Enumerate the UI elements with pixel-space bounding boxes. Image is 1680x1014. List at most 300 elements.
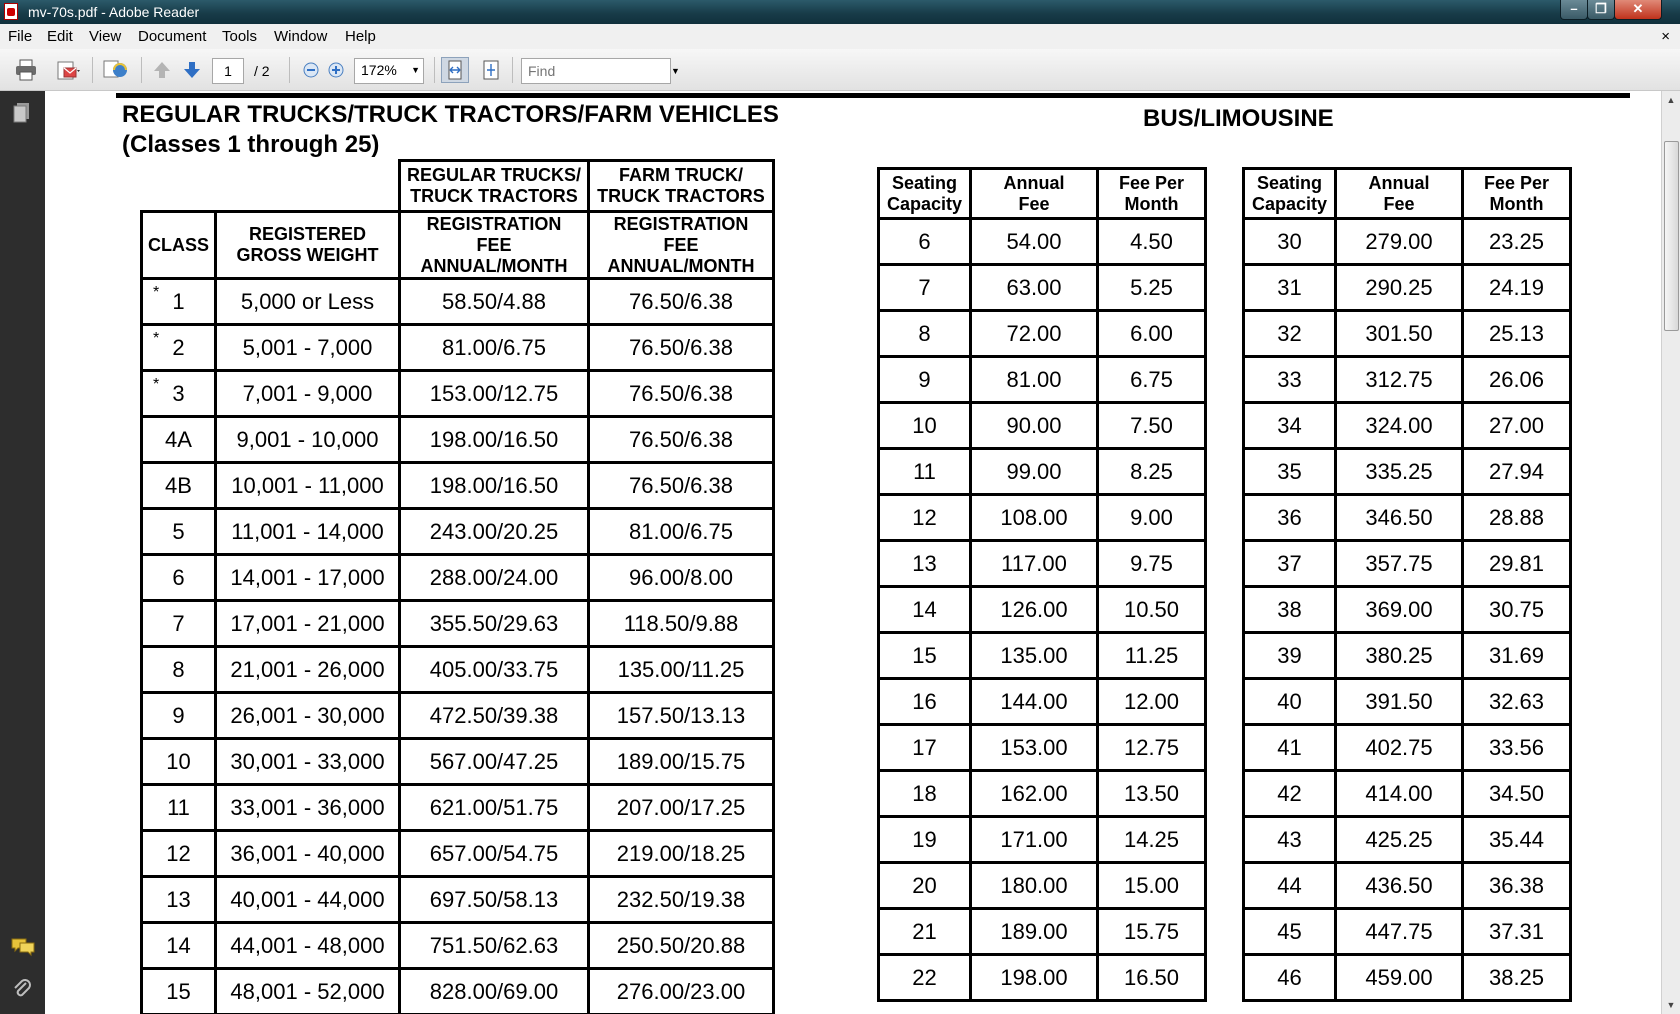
annual-fee-cell: 301.50 bbox=[1336, 311, 1463, 357]
seating-capacity-cell: 33 bbox=[1244, 357, 1336, 403]
farm-fee-cell: 76.50/6.38 bbox=[589, 463, 774, 509]
table-row bbox=[1244, 955, 1571, 1001]
annual-fee-cell: 436.50 bbox=[1336, 863, 1463, 909]
vertical-scrollbar[interactable] bbox=[1661, 91, 1680, 1014]
class-value: 14 bbox=[166, 932, 191, 958]
table-row bbox=[879, 449, 1206, 495]
fee-per-month-cell: 4.50 bbox=[1098, 219, 1206, 265]
truck-section-subtitle: (Classes 1 through 25) bbox=[122, 131, 380, 158]
annual-fee-cell: 380.25 bbox=[1336, 633, 1463, 679]
weight-cell: 17,001 - 21,000 bbox=[216, 601, 400, 647]
regular-fee-cell: 405.00/33.75 bbox=[400, 647, 589, 693]
annual-fee-cell: 72.00 bbox=[971, 311, 1098, 357]
table-row bbox=[142, 555, 774, 601]
table-row bbox=[142, 831, 774, 877]
table-row bbox=[142, 969, 774, 1014]
annual-fee-cell: 117.00 bbox=[971, 541, 1098, 587]
seating-capacity-cell: 10 bbox=[879, 403, 971, 449]
class-value: 8 bbox=[172, 656, 185, 682]
print-button[interactable] bbox=[12, 57, 40, 83]
table-row bbox=[1244, 311, 1571, 357]
annual-fee-cell: 144.00 bbox=[971, 679, 1098, 725]
seating-capacity-cell: 16 bbox=[879, 679, 971, 725]
zoom-out-button[interactable] bbox=[300, 57, 322, 83]
table-row bbox=[1244, 909, 1571, 955]
annual-fee-cell: 63.00 bbox=[971, 265, 1098, 311]
next-page-icon bbox=[182, 60, 202, 80]
attachments-icon bbox=[11, 977, 33, 1001]
truck-section-title: REGULAR TRUCKS/TRUCK TRACTORS/FARM VEHICLES bbox=[122, 101, 779, 128]
weight-cell: 9,001 - 10,000 bbox=[216, 417, 400, 463]
seating-capacity-cell: 17 bbox=[879, 725, 971, 771]
farm-fee-cell: 96.00/8.00 bbox=[589, 555, 774, 601]
table-row bbox=[879, 863, 1206, 909]
close-document-button[interactable]: × bbox=[1661, 28, 1670, 45]
seating-capacity-cell: 36 bbox=[1244, 495, 1336, 541]
regular-fee-cell: 567.00/47.25 bbox=[400, 739, 589, 785]
seating-capacity-cell: 20 bbox=[879, 863, 971, 909]
seating-capacity-cell: 44 bbox=[1244, 863, 1336, 909]
page-number-input[interactable] bbox=[212, 58, 244, 84]
bus-fee-table-left bbox=[877, 167, 1207, 1002]
weight-cell: 33,001 - 36,000 bbox=[216, 785, 400, 831]
fee-per-month-cell: 24.19 bbox=[1463, 265, 1571, 311]
table-row bbox=[142, 371, 774, 417]
class-value: 1 bbox=[172, 288, 185, 314]
table-header-blank bbox=[142, 161, 400, 212]
fee-per-month-cell: 13.50 bbox=[1098, 771, 1206, 817]
seating-capacity-cell: 37 bbox=[1244, 541, 1336, 587]
table-row bbox=[879, 587, 1206, 633]
farm-fee-cell: 118.50/9.88 bbox=[589, 601, 774, 647]
class-cell bbox=[142, 785, 216, 831]
regular-fee-cell: 751.50/62.63 bbox=[400, 923, 589, 969]
farm-truck-group-header: FARM TRUCK/ TRUCK TRACTORS bbox=[589, 161, 774, 212]
class-value: 6 bbox=[172, 564, 185, 590]
class-value: 9 bbox=[172, 702, 185, 728]
annual-fee-cell: 126.00 bbox=[971, 587, 1098, 633]
fee-per-month-cell: 10.50 bbox=[1098, 587, 1206, 633]
table-row bbox=[142, 693, 774, 739]
table-row bbox=[142, 601, 774, 647]
weight-cell: 26,001 - 30,000 bbox=[216, 693, 400, 739]
fee-per-month-cell: 9.00 bbox=[1098, 495, 1206, 541]
weight-cell: 10,001 - 11,000 bbox=[216, 463, 400, 509]
annual-fee-cell: 279.00 bbox=[1336, 219, 1463, 265]
table-row bbox=[142, 739, 774, 785]
maximize-button[interactable]: ❐ bbox=[1587, 0, 1615, 20]
seating-capacity-cell: 38 bbox=[1244, 587, 1336, 633]
class-cell bbox=[142, 371, 216, 417]
regular-fee-cell: 288.00/24.00 bbox=[400, 555, 589, 601]
annual-fee-cell: 391.50 bbox=[1336, 679, 1463, 725]
table-row bbox=[142, 785, 774, 831]
class-column-header: CLASS bbox=[142, 212, 216, 279]
toolbar-separator bbox=[512, 57, 513, 83]
table-row bbox=[142, 279, 774, 325]
table-row bbox=[142, 325, 774, 371]
regular-fee-cell: 621.00/51.75 bbox=[400, 785, 589, 831]
regular-fee-cell: 355.50/29.63 bbox=[400, 601, 589, 647]
bus-section-title: BUS/LIMOUSINE bbox=[1143, 105, 1334, 132]
find-options-chevron-icon[interactable]: ▼ bbox=[671, 66, 680, 76]
table-row bbox=[142, 923, 774, 969]
class-cell bbox=[142, 831, 216, 877]
farm-fee-cell: 250.50/20.88 bbox=[589, 923, 774, 969]
annual-fee-cell: 108.00 bbox=[971, 495, 1098, 541]
seating-capacity-cell: 42 bbox=[1244, 771, 1336, 817]
table-row bbox=[879, 265, 1206, 311]
table-row bbox=[879, 311, 1206, 357]
table-row bbox=[879, 403, 1206, 449]
class-cell bbox=[142, 739, 216, 785]
pdf-file-icon bbox=[4, 3, 18, 20]
class-cell bbox=[142, 555, 216, 601]
table-row bbox=[142, 417, 774, 463]
fee-per-month-cell: 26.06 bbox=[1463, 357, 1571, 403]
farm-fee-cell: 135.00/11.25 bbox=[589, 647, 774, 693]
class-cell bbox=[142, 969, 216, 1014]
table-row bbox=[1244, 541, 1571, 587]
regular-fee-cell: 472.50/39.38 bbox=[400, 693, 589, 739]
table-row bbox=[142, 509, 774, 555]
class-cell bbox=[142, 509, 216, 555]
seating-capacity-cell: 14 bbox=[879, 587, 971, 633]
table-row bbox=[1244, 771, 1571, 817]
weight-cell: 36,001 - 40,000 bbox=[216, 831, 400, 877]
fee-per-month-cell: 12.00 bbox=[1098, 679, 1206, 725]
title-bar bbox=[0, 0, 1680, 24]
fee-per-month-cell: 28.88 bbox=[1463, 495, 1571, 541]
minimize-button[interactable]: – bbox=[1560, 0, 1588, 20]
footnote-star-icon: * bbox=[153, 376, 160, 393]
weight-cell: 7,001 - 9,000 bbox=[216, 371, 400, 417]
zoom-in-icon bbox=[328, 62, 344, 78]
farm-fee-cell: 157.50/13.13 bbox=[589, 693, 774, 739]
seating-capacity-cell: 43 bbox=[1244, 817, 1336, 863]
previous-page-button[interactable] bbox=[149, 57, 175, 83]
regular-fee-cell: 58.50/4.88 bbox=[400, 279, 589, 325]
class-cell bbox=[142, 325, 216, 371]
menu-edit[interactable]: Edit bbox=[47, 28, 73, 45]
weight-cell: 40,001 - 44,000 bbox=[216, 877, 400, 923]
footnote-star-icon: * bbox=[153, 330, 160, 347]
seating-capacity-cell: 35 bbox=[1244, 449, 1336, 495]
annual-fee-cell: 369.00 bbox=[1336, 587, 1463, 633]
truck-fee-table bbox=[140, 159, 775, 1014]
close-window-button[interactable]: ✕ bbox=[1614, 0, 1662, 20]
class-value: 12 bbox=[166, 840, 191, 866]
table-row bbox=[1244, 403, 1571, 449]
fee-per-month-cell: 12.75 bbox=[1098, 725, 1206, 771]
annual-fee-cell: 198.00 bbox=[971, 955, 1098, 1001]
attachments-panel-button[interactable] bbox=[11, 977, 33, 1006]
seating-capacity-cell: 7 bbox=[879, 265, 971, 311]
annual-fee-cell: 54.00 bbox=[971, 219, 1098, 265]
table-row bbox=[1244, 495, 1571, 541]
annual-fee-cell: 335.25 bbox=[1336, 449, 1463, 495]
class-cell bbox=[142, 279, 216, 325]
seating-capacity-cell: 6 bbox=[879, 219, 971, 265]
table-row bbox=[142, 877, 774, 923]
table-row bbox=[879, 541, 1206, 587]
seating-capacity-cell: 13 bbox=[879, 541, 971, 587]
regular-fee-cell: 828.00/69.00 bbox=[400, 969, 589, 1014]
class-value: 4A bbox=[165, 426, 192, 452]
table-row bbox=[1244, 633, 1571, 679]
fee-per-month-cell: 36.38 bbox=[1463, 863, 1571, 909]
table-row bbox=[879, 817, 1206, 863]
farm-fee-cell: 219.00/18.25 bbox=[589, 831, 774, 877]
class-value: 5 bbox=[172, 518, 185, 544]
farm-fee-cell: 276.00/23.00 bbox=[589, 969, 774, 1014]
fee-per-month-cell: 29.81 bbox=[1463, 541, 1571, 587]
table-row bbox=[1244, 817, 1571, 863]
class-value: 3 bbox=[172, 380, 185, 406]
regular-fee-cell: 697.50/58.13 bbox=[400, 877, 589, 923]
farm-fee-cell: 76.50/6.38 bbox=[589, 417, 774, 463]
seating-capacity-cell: 30 bbox=[1244, 219, 1336, 265]
regular-fee-cell: 198.00/16.50 bbox=[400, 417, 589, 463]
fee-per-month-cell: 38.25 bbox=[1463, 955, 1571, 1001]
print-icon bbox=[14, 59, 38, 81]
weight-cell: 30,001 - 33,000 bbox=[216, 739, 400, 785]
seating-capacity-cell: 19 bbox=[879, 817, 971, 863]
weight-cell: 11,001 - 14,000 bbox=[216, 509, 400, 555]
fee-per-month-cell: 25.13 bbox=[1463, 311, 1571, 357]
collaborate-icon bbox=[102, 58, 130, 82]
annual-fee-cell: 135.00 bbox=[971, 633, 1098, 679]
fee-per-month-cell: 23.25 bbox=[1463, 219, 1571, 265]
table-row bbox=[1244, 863, 1571, 909]
weight-cell: 44,001 - 48,000 bbox=[216, 923, 400, 969]
annual-fee-cell: 171.00 bbox=[971, 817, 1098, 863]
annual-fee-cell: 414.00 bbox=[1336, 771, 1463, 817]
fee-per-month-cell: 27.94 bbox=[1463, 449, 1571, 495]
regular-fee-cell: 153.00/12.75 bbox=[400, 371, 589, 417]
farm-fee-cell: 76.50/6.38 bbox=[589, 325, 774, 371]
table-row bbox=[879, 771, 1206, 817]
email-button[interactable] bbox=[50, 57, 86, 83]
fee-per-month-cell: 5.25 bbox=[1098, 265, 1206, 311]
weight-cell: 5,001 - 7,000 bbox=[216, 325, 400, 371]
fit-width-button[interactable] bbox=[441, 57, 469, 83]
table-row bbox=[142, 463, 774, 509]
pages-icon bbox=[11, 101, 33, 125]
seating-capacity-cell: 11 bbox=[879, 449, 971, 495]
class-value: 2 bbox=[172, 334, 185, 360]
weight-cell: 48,001 - 52,000 bbox=[216, 969, 400, 1014]
fit-page-button[interactable] bbox=[478, 57, 504, 83]
chevron-down-icon: ▼ bbox=[411, 65, 420, 75]
seating-capacity-cell: 21 bbox=[879, 909, 971, 955]
previous-page-icon bbox=[152, 60, 172, 80]
annual-fee-cell: 402.75 bbox=[1336, 725, 1463, 771]
navigation-panel bbox=[0, 91, 45, 1014]
regular-fee-cell: 657.00/54.75 bbox=[400, 831, 589, 877]
annual-fee-cell: 153.00 bbox=[971, 725, 1098, 771]
menu-window[interactable]: Window bbox=[274, 28, 328, 45]
class-value: 15 bbox=[166, 978, 191, 1004]
scrollbar-thumb[interactable] bbox=[1664, 141, 1679, 331]
toolbar-separator bbox=[141, 57, 142, 83]
seating-capacity-cell: 8 bbox=[879, 311, 971, 357]
fee-per-month-cell: 15.75 bbox=[1098, 909, 1206, 955]
seating-capacity-cell: 12 bbox=[879, 495, 971, 541]
annual-fee-cell: 312.75 bbox=[1336, 357, 1463, 403]
class-value: 7 bbox=[172, 610, 185, 636]
table-row bbox=[879, 909, 1206, 955]
class-cell bbox=[142, 693, 216, 739]
farm-fee-cell: 76.50/6.38 bbox=[589, 371, 774, 417]
seating-capacity-cell: 22 bbox=[879, 955, 971, 1001]
annual-fee-cell: 459.00 bbox=[1336, 955, 1463, 1001]
zoom-in-button[interactable] bbox=[325, 57, 347, 83]
table-row bbox=[1244, 725, 1571, 771]
fee-per-month-cell: 35.44 bbox=[1463, 817, 1571, 863]
document-view bbox=[45, 91, 1661, 1014]
bus-fee-table-right bbox=[1242, 167, 1572, 1002]
table-row bbox=[1244, 587, 1571, 633]
toolbar bbox=[0, 49, 1680, 91]
table-row bbox=[1244, 449, 1571, 495]
class-cell bbox=[142, 923, 216, 969]
toolbar-separator bbox=[289, 57, 290, 83]
fee-per-month-cell: 37.31 bbox=[1463, 909, 1571, 955]
menu-file[interactable]: File bbox=[8, 28, 33, 45]
page-total-label: / 2 bbox=[254, 63, 270, 79]
menu-document[interactable]: Document bbox=[138, 28, 207, 45]
farm-fee-cell: 81.00/6.75 bbox=[589, 509, 774, 555]
fee-per-month-cell: 33.56 bbox=[1463, 725, 1571, 771]
fee-per-month-cell: 31.69 bbox=[1463, 633, 1571, 679]
class-value: 4B bbox=[165, 472, 192, 498]
zoom-level-value: 172% bbox=[361, 62, 397, 78]
fee-per-month-cell: 6.00 bbox=[1098, 311, 1206, 357]
fee-per-month-header: Fee Per Month bbox=[1098, 169, 1206, 219]
annual-fee-cell: 290.25 bbox=[1336, 265, 1463, 311]
seating-capacity-header: Seating Capacity bbox=[1244, 169, 1336, 219]
class-value: 10 bbox=[166, 748, 191, 774]
fit-page-icon bbox=[482, 60, 500, 80]
annual-fee-cell: 99.00 bbox=[971, 449, 1098, 495]
table-row bbox=[879, 495, 1206, 541]
seating-capacity-cell: 32 bbox=[1244, 311, 1336, 357]
comments-panel-button[interactable] bbox=[11, 937, 35, 962]
table-row bbox=[879, 955, 1206, 1001]
class-value: 13 bbox=[166, 886, 191, 912]
footnote-star-icon: * bbox=[153, 284, 160, 301]
seating-capacity-cell: 45 bbox=[1244, 909, 1336, 955]
toolbar-separator bbox=[92, 57, 93, 83]
annual-fee-cell: 180.00 bbox=[971, 863, 1098, 909]
regular-fee-cell: 198.00/16.50 bbox=[400, 463, 589, 509]
fee-per-month-cell: 11.25 bbox=[1098, 633, 1206, 679]
fee-per-month-cell: 34.50 bbox=[1463, 771, 1571, 817]
class-cell bbox=[142, 463, 216, 509]
email-icon bbox=[55, 59, 81, 81]
class-cell bbox=[142, 647, 216, 693]
pages-panel-button[interactable] bbox=[11, 101, 33, 130]
fee-per-month-cell: 7.50 bbox=[1098, 403, 1206, 449]
seating-capacity-cell: 9 bbox=[879, 357, 971, 403]
seating-capacity-cell: 41 bbox=[1244, 725, 1336, 771]
regular-fee-cell: 243.00/20.25 bbox=[400, 509, 589, 555]
zoom-level-select[interactable] bbox=[354, 58, 424, 84]
seating-capacity-cell: 39 bbox=[1244, 633, 1336, 679]
table-row bbox=[142, 647, 774, 693]
class-value: 11 bbox=[167, 794, 190, 820]
annual-fee-cell: 357.75 bbox=[1336, 541, 1463, 587]
fee-per-month-cell: 16.50 bbox=[1098, 955, 1206, 1001]
annual-fee-cell: 425.25 bbox=[1336, 817, 1463, 863]
weight-column-header: REGISTERED GROSS WEIGHT bbox=[216, 212, 400, 279]
table-row bbox=[879, 725, 1206, 771]
table-row bbox=[879, 357, 1206, 403]
fit-width-icon bbox=[446, 60, 464, 80]
class-cell bbox=[142, 877, 216, 923]
collaborate-button[interactable] bbox=[100, 57, 132, 83]
comments-icon bbox=[11, 937, 35, 957]
table-row bbox=[879, 219, 1206, 265]
window-title: mv-70s.pdf - Adobe Reader bbox=[28, 4, 200, 20]
table-row bbox=[1244, 679, 1571, 725]
fee-per-month-cell: 8.25 bbox=[1098, 449, 1206, 495]
page-top-rule bbox=[116, 93, 1630, 98]
fee-per-month-cell: 14.25 bbox=[1098, 817, 1206, 863]
annual-fee-cell: 346.50 bbox=[1336, 495, 1463, 541]
table-row bbox=[1244, 357, 1571, 403]
find-input[interactable] bbox=[521, 58, 671, 84]
annual-fee-header: Annual Fee bbox=[1336, 169, 1463, 219]
next-page-button[interactable] bbox=[179, 57, 205, 83]
seating-capacity-cell: 40 bbox=[1244, 679, 1336, 725]
farm-fee-cell: 76.50/6.38 bbox=[589, 279, 774, 325]
class-cell bbox=[142, 417, 216, 463]
annual-fee-cell: 324.00 bbox=[1336, 403, 1463, 449]
regular-trucks-group-header: REGULAR TRUCKS/ TRUCK TRACTORS bbox=[400, 161, 589, 212]
regular-fee-column-header: REGISTRATION FEE ANNUAL/MONTH bbox=[400, 212, 589, 279]
menu-view[interactable]: View bbox=[89, 28, 122, 45]
zoom-out-icon bbox=[303, 62, 319, 78]
farm-fee-cell: 232.50/19.38 bbox=[589, 877, 774, 923]
annual-fee-cell: 447.75 bbox=[1336, 909, 1463, 955]
seating-capacity-cell: 15 bbox=[879, 633, 971, 679]
seating-capacity-header: Seating Capacity bbox=[879, 169, 971, 219]
menu-tools[interactable]: Tools bbox=[222, 28, 258, 45]
weight-cell: 14,001 - 17,000 bbox=[216, 555, 400, 601]
fee-per-month-cell: 27.00 bbox=[1463, 403, 1571, 449]
fee-per-month-cell: 9.75 bbox=[1098, 541, 1206, 587]
toolbar-separator bbox=[434, 57, 435, 83]
weight-cell: 5,000 or Less bbox=[216, 279, 400, 325]
scroll-down-arrow-icon[interactable]: ▼ bbox=[1666, 1000, 1676, 1010]
table-row bbox=[1244, 219, 1571, 265]
seating-capacity-cell: 34 bbox=[1244, 403, 1336, 449]
fee-per-month-cell: 32.63 bbox=[1463, 679, 1571, 725]
fee-per-month-cell: 30.75 bbox=[1463, 587, 1571, 633]
annual-fee-cell: 189.00 bbox=[971, 909, 1098, 955]
seating-capacity-cell: 31 bbox=[1244, 265, 1336, 311]
farm-fee-cell: 189.00/15.75 bbox=[589, 739, 774, 785]
table-row bbox=[1244, 265, 1571, 311]
fee-per-month-header: Fee Per Month bbox=[1463, 169, 1571, 219]
scroll-up-arrow-icon[interactable]: ▲ bbox=[1666, 95, 1676, 105]
annual-fee-header: Annual Fee bbox=[971, 169, 1098, 219]
farm-fee-cell: 207.00/17.25 bbox=[589, 785, 774, 831]
menu-help[interactable]: Help bbox=[345, 28, 376, 45]
fee-per-month-cell: 6.75 bbox=[1098, 357, 1206, 403]
